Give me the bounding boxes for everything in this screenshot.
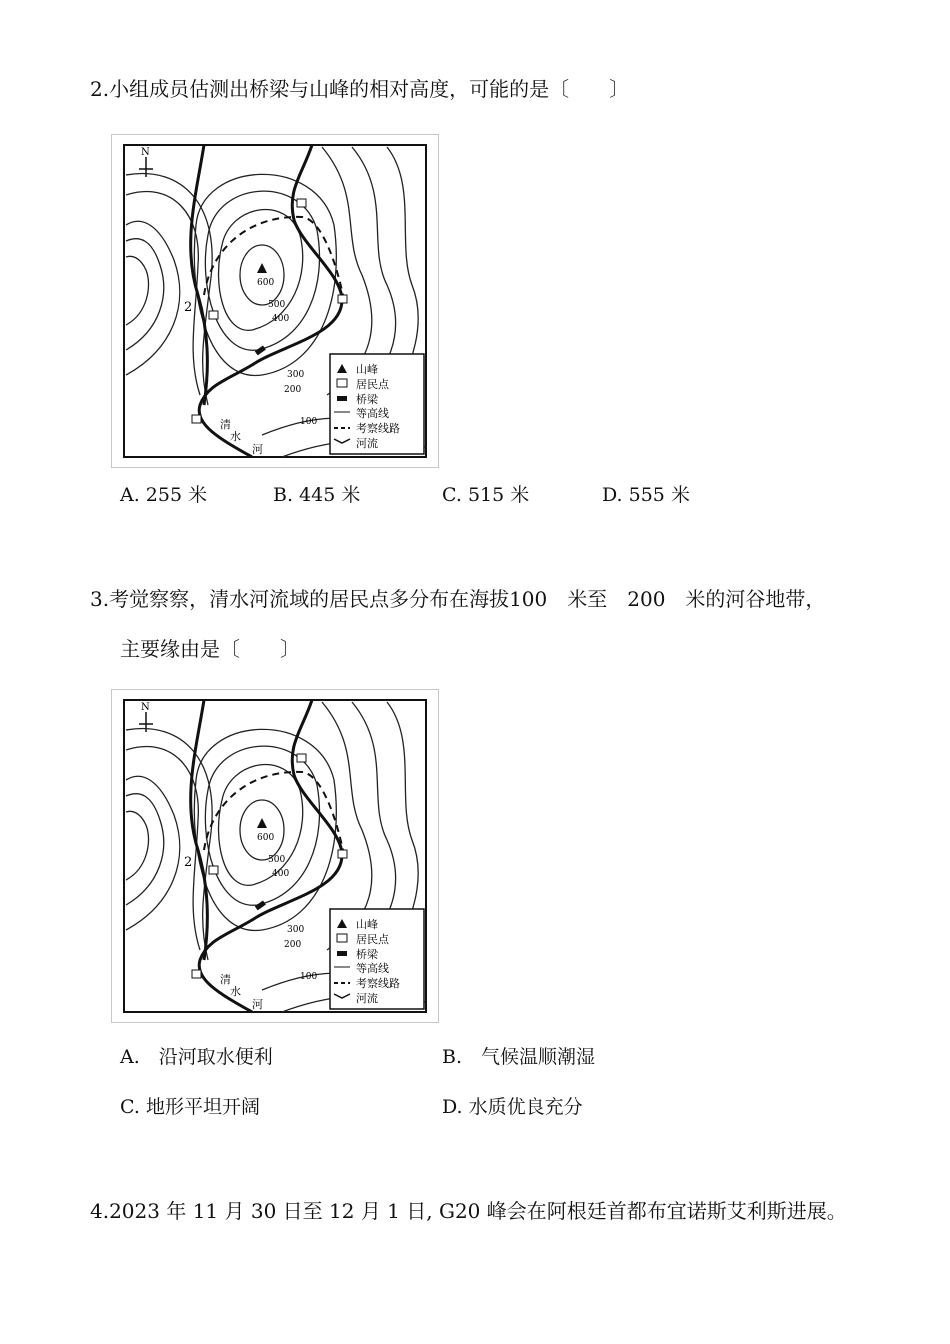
north-label-2: N <box>141 702 150 713</box>
legend-contour: 等高线 <box>356 407 389 420</box>
point-label-2-2: 2 <box>184 855 193 870</box>
legend-river: 河流 <box>356 437 378 450</box>
contour-label-400: 400 <box>272 314 290 324</box>
contour-label-200: 200 <box>284 385 302 395</box>
legend-peak: 山峰 <box>356 363 378 376</box>
contour-label-300: 300 <box>287 370 305 380</box>
question-3-stem-line2: 主要缘由是〔 〕 <box>120 637 300 661</box>
contour-label-400-2: 400 <box>272 869 290 879</box>
q3-option-c[interactable]: C. 地形平坦开阔 <box>120 1096 260 1118</box>
legend-contour-2: 等高线 <box>356 962 389 975</box>
river-label-3-2: 河 <box>252 998 263 1011</box>
question-3-stem-line1: 3.考觉察察，清水河流域的居民点多分布在海拔100 米至 200 米的河谷地带， <box>90 587 826 611</box>
river-label-2-2: 水 <box>230 985 241 998</box>
q2-option-c[interactable]: C. 515 米 <box>442 484 530 506</box>
contour-label-100-2: 100 <box>300 972 318 982</box>
legend-settlement-2: 居民点 <box>356 933 389 946</box>
legend-bridge: 桥梁 <box>356 393 378 406</box>
contour-label-600: 600 <box>257 278 275 288</box>
river-label-1: 清 <box>220 418 231 431</box>
q2-option-a[interactable]: A. 255 米 <box>120 484 208 506</box>
legend-settlement: 居民点 <box>356 378 389 391</box>
legend-route: 考察线路 <box>356 422 400 435</box>
q3-option-d[interactable]: D. 水质优良充分 <box>442 1096 583 1118</box>
question-4-stem: 4.2023 年 11 月 30 日至 12 月 1 日, G20 峰会在阿根廷首都布宜诺斯艾利斯进展。 <box>90 1199 847 1223</box>
q2-option-b[interactable]: B. 445 米 <box>273 484 361 506</box>
question-2-stem: 2.小组成员估测出桥梁与山峰的相对高度，可能的是〔 〕 <box>90 77 630 101</box>
point-label-2: 2 <box>184 300 193 315</box>
q3-option-b[interactable]: B. 气候温顺潮湿 <box>442 1046 596 1068</box>
contour-label-500-2: 500 <box>268 855 286 865</box>
river-label-1-2: 清 <box>220 973 231 986</box>
contour-label-600-2: 600 <box>257 833 275 843</box>
contour-label-500: 500 <box>268 300 286 310</box>
topographic-map-svg <box>112 135 438 467</box>
contour-label-100: 100 <box>300 417 318 427</box>
topographic-map-svg-2 <box>112 690 438 1022</box>
contour-label-200-2: 200 <box>284 940 302 950</box>
river-label-3: 河 <box>252 443 263 456</box>
q2-option-d[interactable]: D. 555 米 <box>602 484 690 506</box>
legend-route-2: 考察线路 <box>356 977 400 990</box>
contour-label-300-2: 300 <box>287 925 305 935</box>
north-label: N <box>141 147 150 158</box>
legend-river-2: 河流 <box>356 992 378 1005</box>
legend-bridge-2: 桥梁 <box>356 948 378 961</box>
topographic-map-q2 <box>111 134 439 468</box>
river-label-2: 水 <box>230 430 241 443</box>
topographic-map-q3 <box>111 689 439 1023</box>
legend-peak-2: 山峰 <box>356 918 378 931</box>
q3-option-a[interactable]: A. 沿河取水便利 <box>120 1046 273 1068</box>
